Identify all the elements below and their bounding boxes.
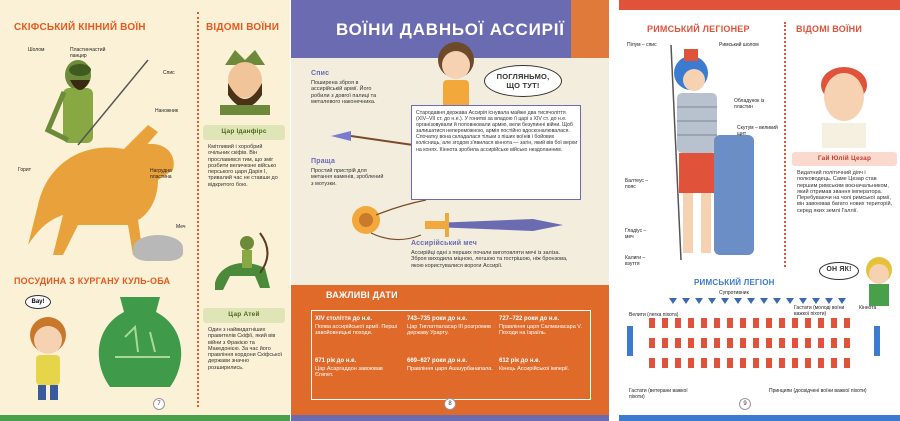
intro-text: Стародавня держава Ассирія існувала майже два тисячоліття (XIV–VII ст. до н.е.). У гонитві за владою її царі з XIV ст. до н.е. організовували й поповнювали армію, вели безупинні війни. Щоб залишатися непереможною, армія постійно вдосконалювалася. Спочатку вона складалася тільки з піших воїнів і бойових колісниць, але згодом з'явилася кіннота — загін, який вів бої верхи на конях. Кіннота зробила ассирійське військо нездоланним.: [416, 110, 578, 153]
legion-diagram: [619, 296, 900, 386]
enemy-marker: [695, 298, 703, 304]
soldier-marker: [688, 318, 694, 328]
enemy-marker: [760, 298, 768, 304]
soldier-marker: [675, 318, 681, 328]
famous-title: ВІДОМІ ВОЇНИ: [206, 22, 280, 33]
soldier-marker: [714, 358, 720, 368]
page-assyria: [291, 0, 609, 421]
caesar-portrait: [804, 55, 884, 150]
enemy-marker: [799, 298, 807, 304]
dates-title: ВАЖЛИВІ ДАТИ: [326, 290, 398, 300]
legion-cavalry: Кіннота: [859, 305, 877, 311]
soldier-marker: [779, 358, 785, 368]
enemy-marker: [747, 298, 755, 304]
soldier-marker: [844, 358, 850, 368]
header-corner: [571, 0, 609, 58]
date-heading: 612 рік до н.е.: [499, 358, 541, 364]
sword-illustration: [423, 205, 573, 245]
label-gladius: Гладіус – меч: [625, 228, 647, 240]
soldier-marker: [753, 338, 759, 348]
soldier-marker: [818, 318, 824, 328]
page-number: 9: [739, 398, 751, 410]
legion-enemy: Супротивник: [719, 290, 749, 296]
soldier-marker: [662, 338, 668, 348]
date-text: Правління царя Ашшурбанапала.: [407, 366, 493, 372]
page-scythian: [0, 0, 290, 421]
date-heading: 727–722 роки до н.е.: [499, 316, 560, 322]
soldier-marker: [844, 338, 850, 348]
enemy-marker: [786, 298, 794, 304]
page-rome: [619, 0, 900, 421]
soldier-marker: [740, 358, 746, 368]
soldier-marker: [805, 358, 811, 368]
bottom-bar: [291, 415, 609, 421]
caesar-text: Видатний політичний діяч і полководець. Саме Цезар став першим римським воєначальником, який отримав звання імператора. Перебуваючи на чолі римської армії, він завоював багато нових територій, серед яких землі Галлії.: [797, 170, 893, 214]
soldier-marker: [727, 338, 733, 348]
legion-principes: Принципи (досвідчені воїни важкої піхоти): [769, 388, 867, 394]
date-text: Цар Асаргаддон завоював Єгипет.: [315, 366, 383, 379]
soldier-marker: [753, 318, 759, 328]
spear-text: Поширена зброя в ассирійській армії. Його робили з довгої палиці та металевого наконечника.: [311, 80, 377, 105]
soldier-marker: [662, 358, 668, 368]
rock-illustration: [133, 235, 183, 261]
assyria-title: ВОЇНИ ДАВНЬОЇ АССИРІЇ: [336, 20, 565, 39]
legionary-title: РИМСЬКИЙ ЛЕГІОНЕР: [647, 24, 750, 34]
label-gaiters: Наножник: [155, 108, 178, 114]
soldier-marker: [792, 358, 798, 368]
soldier-marker: [740, 338, 746, 348]
top-bar: [619, 0, 900, 10]
label-helmet: Римський шолом: [719, 42, 759, 48]
legion-hastati: Гастати (молоді воїни важкої піхоти): [794, 305, 845, 317]
label-gorytos: Горит: [18, 167, 32, 173]
soldier-marker: [688, 358, 694, 368]
soldier-marker: [701, 318, 707, 328]
bubble-text: ОН ЯК!: [826, 266, 852, 273]
soldier-marker: [766, 338, 772, 348]
soldier-marker: [740, 318, 746, 328]
vase-illustration: [90, 292, 190, 402]
soldier-marker: [649, 358, 655, 368]
sword-text: Ассирійці одні з перших почали виготовляти мечі із заліза. Зброя виходила міцною, легшою та гострішою, ніж бронзова, якою користувалися вороги Ассирії.: [411, 250, 568, 269]
king2-name: Цар Атей: [228, 311, 260, 318]
soldier-marker: [766, 318, 772, 328]
enemy-marker: [825, 298, 833, 304]
label-caligae: Калиги – взуття: [625, 255, 646, 267]
label-sword: Меч: [176, 224, 186, 230]
date-heading: XIV століття до н.е.: [315, 316, 373, 322]
date-heading: 669–627 роки до н.е.: [407, 358, 468, 364]
date-text: Кінець Ассирійської імперії.: [499, 366, 570, 372]
kid-character: [8, 295, 88, 405]
label-helmet: Шолом: [28, 47, 45, 53]
soldier-marker: [662, 318, 668, 328]
king-atey-portrait: [205, 228, 285, 293]
vase-title: ПОСУДИНА З КУРГАНУ КУЛЬ-ОБА: [14, 276, 171, 286]
soldier-marker: [818, 358, 824, 368]
soldier-marker: [831, 338, 837, 348]
label-pilum: Пілум – спис: [627, 42, 657, 48]
enemy-marker: [708, 298, 716, 304]
bottom-bar: [0, 415, 290, 421]
soldier-marker: [675, 338, 681, 348]
soldier-marker: [779, 318, 785, 328]
soldier-marker: [805, 318, 811, 328]
label-spear: Спис: [163, 70, 175, 76]
king1-name: Цар Іданфірс: [221, 128, 267, 135]
soldier-marker: [688, 338, 694, 348]
caesar-name: Гай Юлій Цезар: [817, 155, 872, 162]
soldier-marker: [714, 318, 720, 328]
soldier-marker: [753, 358, 759, 368]
sword-title: Ассирійський меч: [411, 240, 477, 247]
cavalry-left: [627, 326, 633, 356]
date-text: Цар Тиглатпаласар III розгромив державу Урарту.: [407, 324, 491, 337]
bottom-bar: [619, 415, 900, 421]
label-armor: Пластинчастий панцир: [70, 47, 106, 59]
bubble-text: ПОГЛЯНЬМО, ЩО ТУТ!: [496, 72, 550, 90]
soldier-marker: [831, 318, 837, 328]
cavalry-right: [874, 326, 880, 356]
soldier-marker: [831, 358, 837, 368]
soldier-marker: [649, 318, 655, 328]
legion-velites: Велити (легка піхота): [629, 312, 679, 318]
king2-text: Один з найвидатніших правителів Скіфії, який вів війни з Фракією та Македонією. За час його правління кордони Скіфської держави значно розширились.: [208, 327, 283, 371]
scythian-title: СКІФСЬКИЙ КІННИЙ ВОЇН: [14, 22, 146, 33]
enemy-marker: [734, 298, 742, 304]
date-heading: 743–735 роки до н.е.: [407, 316, 468, 322]
enemy-marker: [669, 298, 677, 304]
enemy-marker: [812, 298, 820, 304]
soldier-marker: [727, 318, 733, 328]
legion-title: РИМСЬКИЙ ЛЕГІОН: [694, 278, 775, 287]
enemy-marker: [682, 298, 690, 304]
soldier-marker: [766, 358, 772, 368]
sling-text: Простий пристрій для метання каменів, зроблений з мотузки.: [311, 168, 384, 187]
soldier-marker: [792, 338, 798, 348]
sling-title: Праща: [311, 158, 336, 165]
date-text: Поява ассирійської армії. Перші завойовницькі походи.: [315, 324, 398, 337]
soldier-marker: [805, 338, 811, 348]
legionary-illustration: [659, 35, 759, 265]
soldier-marker: [779, 338, 785, 348]
soldier-marker: [792, 318, 798, 328]
soldier-marker: [727, 358, 733, 368]
soldier-marker: [701, 338, 707, 348]
date-heading: 671 рік до н.е.: [315, 358, 357, 364]
label-plate: Нагрудна пластина: [150, 168, 172, 180]
king-idanfirs-portrait: [210, 45, 280, 115]
soldier-marker: [649, 338, 655, 348]
spear-title: Спис: [311, 70, 330, 77]
soldier-marker: [714, 338, 720, 348]
page-number: 8: [444, 398, 456, 410]
date-text: Правління царя Салманасара V. Походи на Ізраїль.: [499, 324, 582, 337]
enemy-marker: [838, 298, 846, 304]
soldier-marker: [701, 358, 707, 368]
label-shield: Скутум – великий щит: [737, 125, 778, 137]
famous-title: ВІДОМІ ВОЇНИ: [796, 24, 863, 34]
speech-bubble: Вау!: [25, 295, 51, 309]
soldier-marker: [818, 338, 824, 348]
page-number: 7: [153, 398, 165, 410]
soldier-marker: [675, 358, 681, 368]
enemy-marker: [773, 298, 781, 304]
soldier-marker: [844, 318, 850, 328]
label-armor: Обладунок із пластин: [734, 98, 765, 110]
divider: [784, 22, 786, 267]
legion-triarii: Гастати (ветерани важкої піхоти): [629, 388, 688, 400]
label-belt: Балтеус – пояс: [625, 178, 649, 190]
king1-text: Кмітливий і хоробрий очільник скіфів. Він прославився тим, що зміг розбити величезне військо перського царя Дарія I, тривалий час не ставши до відкритого бою.: [208, 144, 278, 188]
enemy-marker: [721, 298, 729, 304]
